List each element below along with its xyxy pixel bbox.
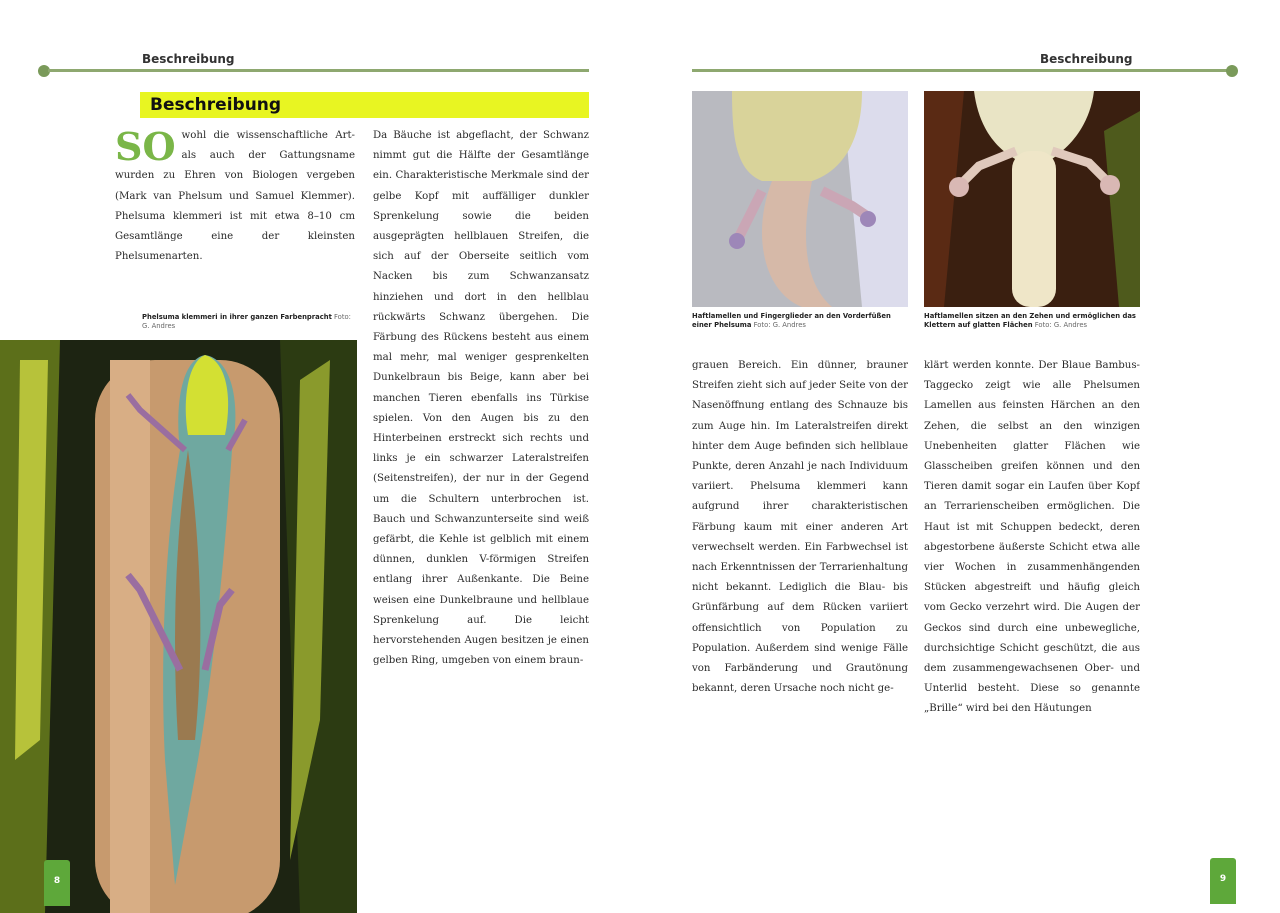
page-number-tab-right [1210,858,1236,904]
page-number-right: 9 [1219,874,1227,884]
column-1-text: wohl die wissenschaftliche Art- als auch der Gattungsname wurden zu Ehren von Biologen vergeben (Mark van Phelsum und Samuel Klemmer). Phelsuma klemmeri ist mit etwa 8–10 cm Gesamtlänge eine der kleinsten Phelsumenarten. [115,130,355,263]
column-3-text: grauen Bereich. Ein dünner, brauner Streifen zieht sich auf jeder Seite von der Nasenöffnung entlang des Schnauze bis zum Auge hin. Im Lateralstreifen direkt hinter dem Auge befinden sich hellblaue Punkte, deren Anzahl je nach Individuum variiert. Phelsuma klemmeri kann aufgrund ihrer charakteristischen Färbung kaum mit einer anderen Art verwechselt werden. Ein Farbwechsel ist nach Erkenntnissen der Terrarienhaltung nicht bekannt. Lediglich die Blau- bis Grünfärbung auf dem Rücken variiert offensichtlich von Population zu Population. Außerdem sind wenige Fälle von Farbänderung und Grautönung bekannt, deren Ursache noch nicht ge- [692,360,908,695]
text-column-2 [373,126,589,826]
running-head-left: Beschreibung [142,52,235,66]
page-number-tab-left [44,860,70,906]
ornament-dot-right [1226,65,1238,77]
section-banner [140,92,589,118]
underside-photo-2 [924,91,1140,307]
caption-1-bold: Haftlamellen und Fingerglieder an den Vorderfüßen einer Phelsuma [692,312,891,329]
caption-photo-2 [924,312,1140,330]
text-column-4 [924,356,1140,836]
column-2-text: Da Bäuche ist abgeflacht, der Schwanz nimmt gut die Hälfte der Gesamtlänge ein. Charakteristische Merkmale sind der gelbe Kopf mit auffälliger dunkler Sprenkelung sowie die beiden ausgeprägten hellblauen Streifen, die sich auf der Oberseite seitlich vom Nacken bis zum Schwanzansatz hinziehen und dort in den hellblau rückwärts Schwanz übergehen. Die Färbung des Rückens besteht aus einem mal mehr, mal weniger gesprenkelten Dunkelbraun bis Beige, kann aber bei manchen Tieren ebenfalls ins Türkise spielen. Von den Augen bis zu den Hinterbeinen erstreckt sich rechts und links je ein schwarzer Lateralstreifen (Seitenstreifen), der nur in der Gegend um die Schultern unterbrochen ist. Bauch und Schwanzunterseite sind weiß gefärbt, die Kehle ist gelblich mit einem dünnen, dunklen V-förmigen Streifen entlang ihrer Außenkante. Die Beine weisen eine Dunkelbraune und hellblaue Sprenkelung auf. Die leicht hervorstehenden Augen besitzen je einen gelben Ring, umgeben von einem braun- [373,130,589,667]
running-head-right: Beschreibung [1040,52,1133,66]
underside-photo-1 [692,91,908,307]
text-column-1 [115,126,355,298]
page-number-left: 8 [53,876,61,886]
text-column-3 [692,356,908,836]
caption-main-photo [142,313,352,331]
column-4-text: klärt werden konnte. Der Blaue Bambus-Taggecko zeigt wie alle Phelsumen Lamellen aus feinsten Härchen an den Zehen, die selbst an den winzigen Unebenheiten glatter Flächen wie Glasscheiben greifen können und den Tieren damit sogar ein Laufen über Kopf an Terrarienscheiben ermöglichen. Die Haut ist mit Schuppen bedeckt, deren abgestorbene äußerste Schicht etwa alle vier Wochen in zusammenhängenden Stücken abgestreift und häufig gleich vom Gecko verzehrt wird. Die Augen der Geckos sind durch eine unbewegliche, durchsichtige Schicht geschützt, die aus dem zusammengewachsenen Ober- und Unterlid besteht. Diese so genannte „Brille“ wird bei den Häutungen [924,360,1140,715]
gecko-photo [0,340,357,913]
header-rule-left [48,69,589,72]
header-rule-right [692,69,1228,72]
caption-1-credit: Foto: G. Andres [753,321,806,329]
section-heading: Beschreibung [150,95,282,115]
caption-main-bold: Phelsuma klemmeri in ihrer ganzen Farbenpracht [142,313,332,321]
caption-photo-1 [692,312,908,330]
caption-2-bold: Haftlamellen sitzen an den Zehen und ermöglichen das Klettern auf glatten Flächen [924,312,1136,329]
dropcap: SO [115,126,176,169]
caption-main-credit: Foto: G. Andres [142,313,351,330]
caption-2-credit: Foto: G. Andres [1034,321,1088,329]
